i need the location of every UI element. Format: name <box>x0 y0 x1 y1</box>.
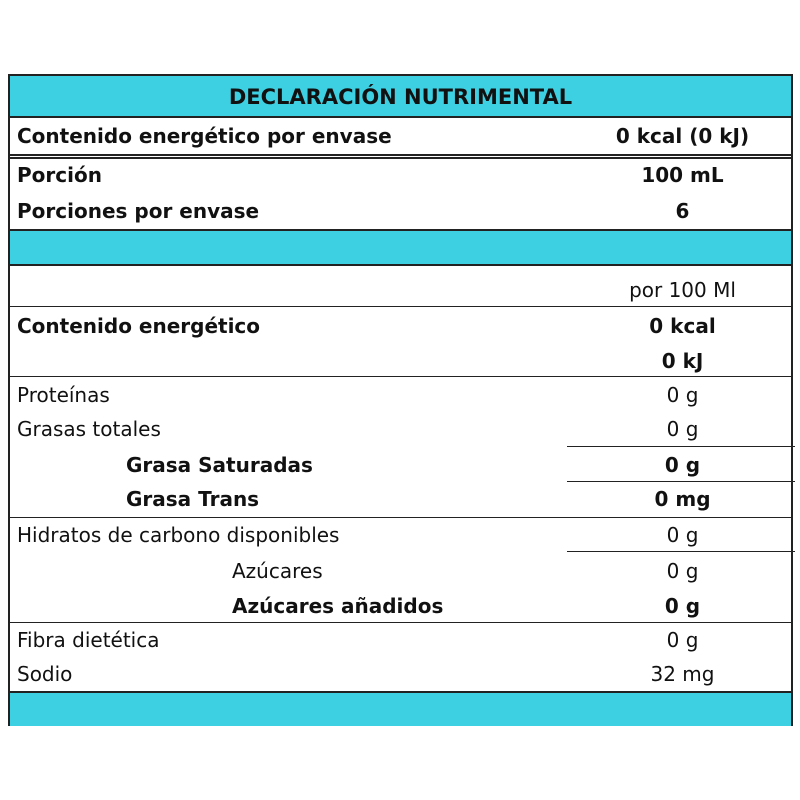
energy-row <box>10 308 791 344</box>
total-fat-label: Grasas totales <box>17 417 161 441</box>
portion-label: Porción <box>17 163 102 187</box>
energy-kcal-value: 0 kcal <box>649 314 716 338</box>
portion-value: 100 mL <box>641 163 724 187</box>
total-fat-sub-divider <box>567 446 795 447</box>
middle-band-divider-top <box>10 229 791 231</box>
proteins-value: 0 g <box>666 382 699 407</box>
sodium-value: 32 mg <box>650 662 715 686</box>
trans-fat-value: 0 mg <box>654 487 711 511</box>
portions-per-package-label: Porciones por envase <box>17 199 260 223</box>
carbs-sub-divider <box>567 551 795 552</box>
carbs-label: Hidratos de carbono disponibles <box>17 523 340 547</box>
energy-per-package-value: 0 kcal (0 kJ) <box>615 123 750 148</box>
fiber-row <box>10 623 791 657</box>
proteins-row <box>10 377 791 412</box>
summary-divider-top <box>10 154 791 156</box>
sodium-row <box>10 657 791 691</box>
fiber-value: 0 g <box>666 628 699 652</box>
column-header: por 100 Ml <box>629 278 736 302</box>
carbs-group-divider <box>10 622 791 623</box>
sugars-label: Azúcares <box>232 558 323 583</box>
added-sugars-row <box>10 588 791 623</box>
added-sugars-value: 0 g <box>664 593 701 618</box>
trans-fat-row <box>10 482 791 516</box>
energy-kj-row <box>10 344 791 377</box>
bottom-band <box>10 693 791 726</box>
sugars-row <box>10 553 791 588</box>
portion-row <box>10 157 791 193</box>
saturated-fat-label: Grasa Saturadas <box>126 452 313 477</box>
energy-divider <box>10 376 791 377</box>
column-header-divider <box>10 306 791 307</box>
portions-per-package-row <box>10 193 791 229</box>
title-band <box>10 76 791 117</box>
summary-divider-bottom <box>10 157 791 159</box>
proteins-label: Proteínas <box>17 382 110 407</box>
middle-band-divider-bottom <box>10 264 791 266</box>
saturated-fat-value: 0 g <box>664 452 701 477</box>
title-divider <box>10 116 791 118</box>
carbs-row <box>10 518 791 552</box>
total-fat-row <box>10 412 791 446</box>
trans-fat-label: Grasa Trans <box>126 487 260 511</box>
energy-per-package-label: Contenido energético por envase <box>17 123 392 148</box>
portions-per-package-value: 6 <box>675 199 690 223</box>
bottom-band-divider <box>10 691 791 693</box>
saturated-fat-row <box>10 447 791 482</box>
saturated-fat-divider <box>567 481 795 482</box>
fiber-label: Fibra dietética <box>17 628 160 652</box>
energy-kj-value: 0 kJ <box>661 348 704 373</box>
fat-group-divider <box>10 517 791 518</box>
sugars-value: 0 g <box>666 558 699 583</box>
total-fat-value: 0 g <box>666 417 699 441</box>
column-header-row <box>10 272 791 308</box>
carbs-value: 0 g <box>666 523 699 547</box>
energy-label: Contenido energético <box>17 314 261 338</box>
middle-band <box>10 231 791 264</box>
nutrition-facts-label <box>8 74 793 726</box>
sodium-label: Sodio <box>17 662 73 686</box>
energy-per-package-row <box>10 117 791 154</box>
label-title: DECLARACIÓN NUTRIMENTAL <box>228 84 573 109</box>
added-sugars-label: Azúcares añadidos <box>232 593 444 618</box>
